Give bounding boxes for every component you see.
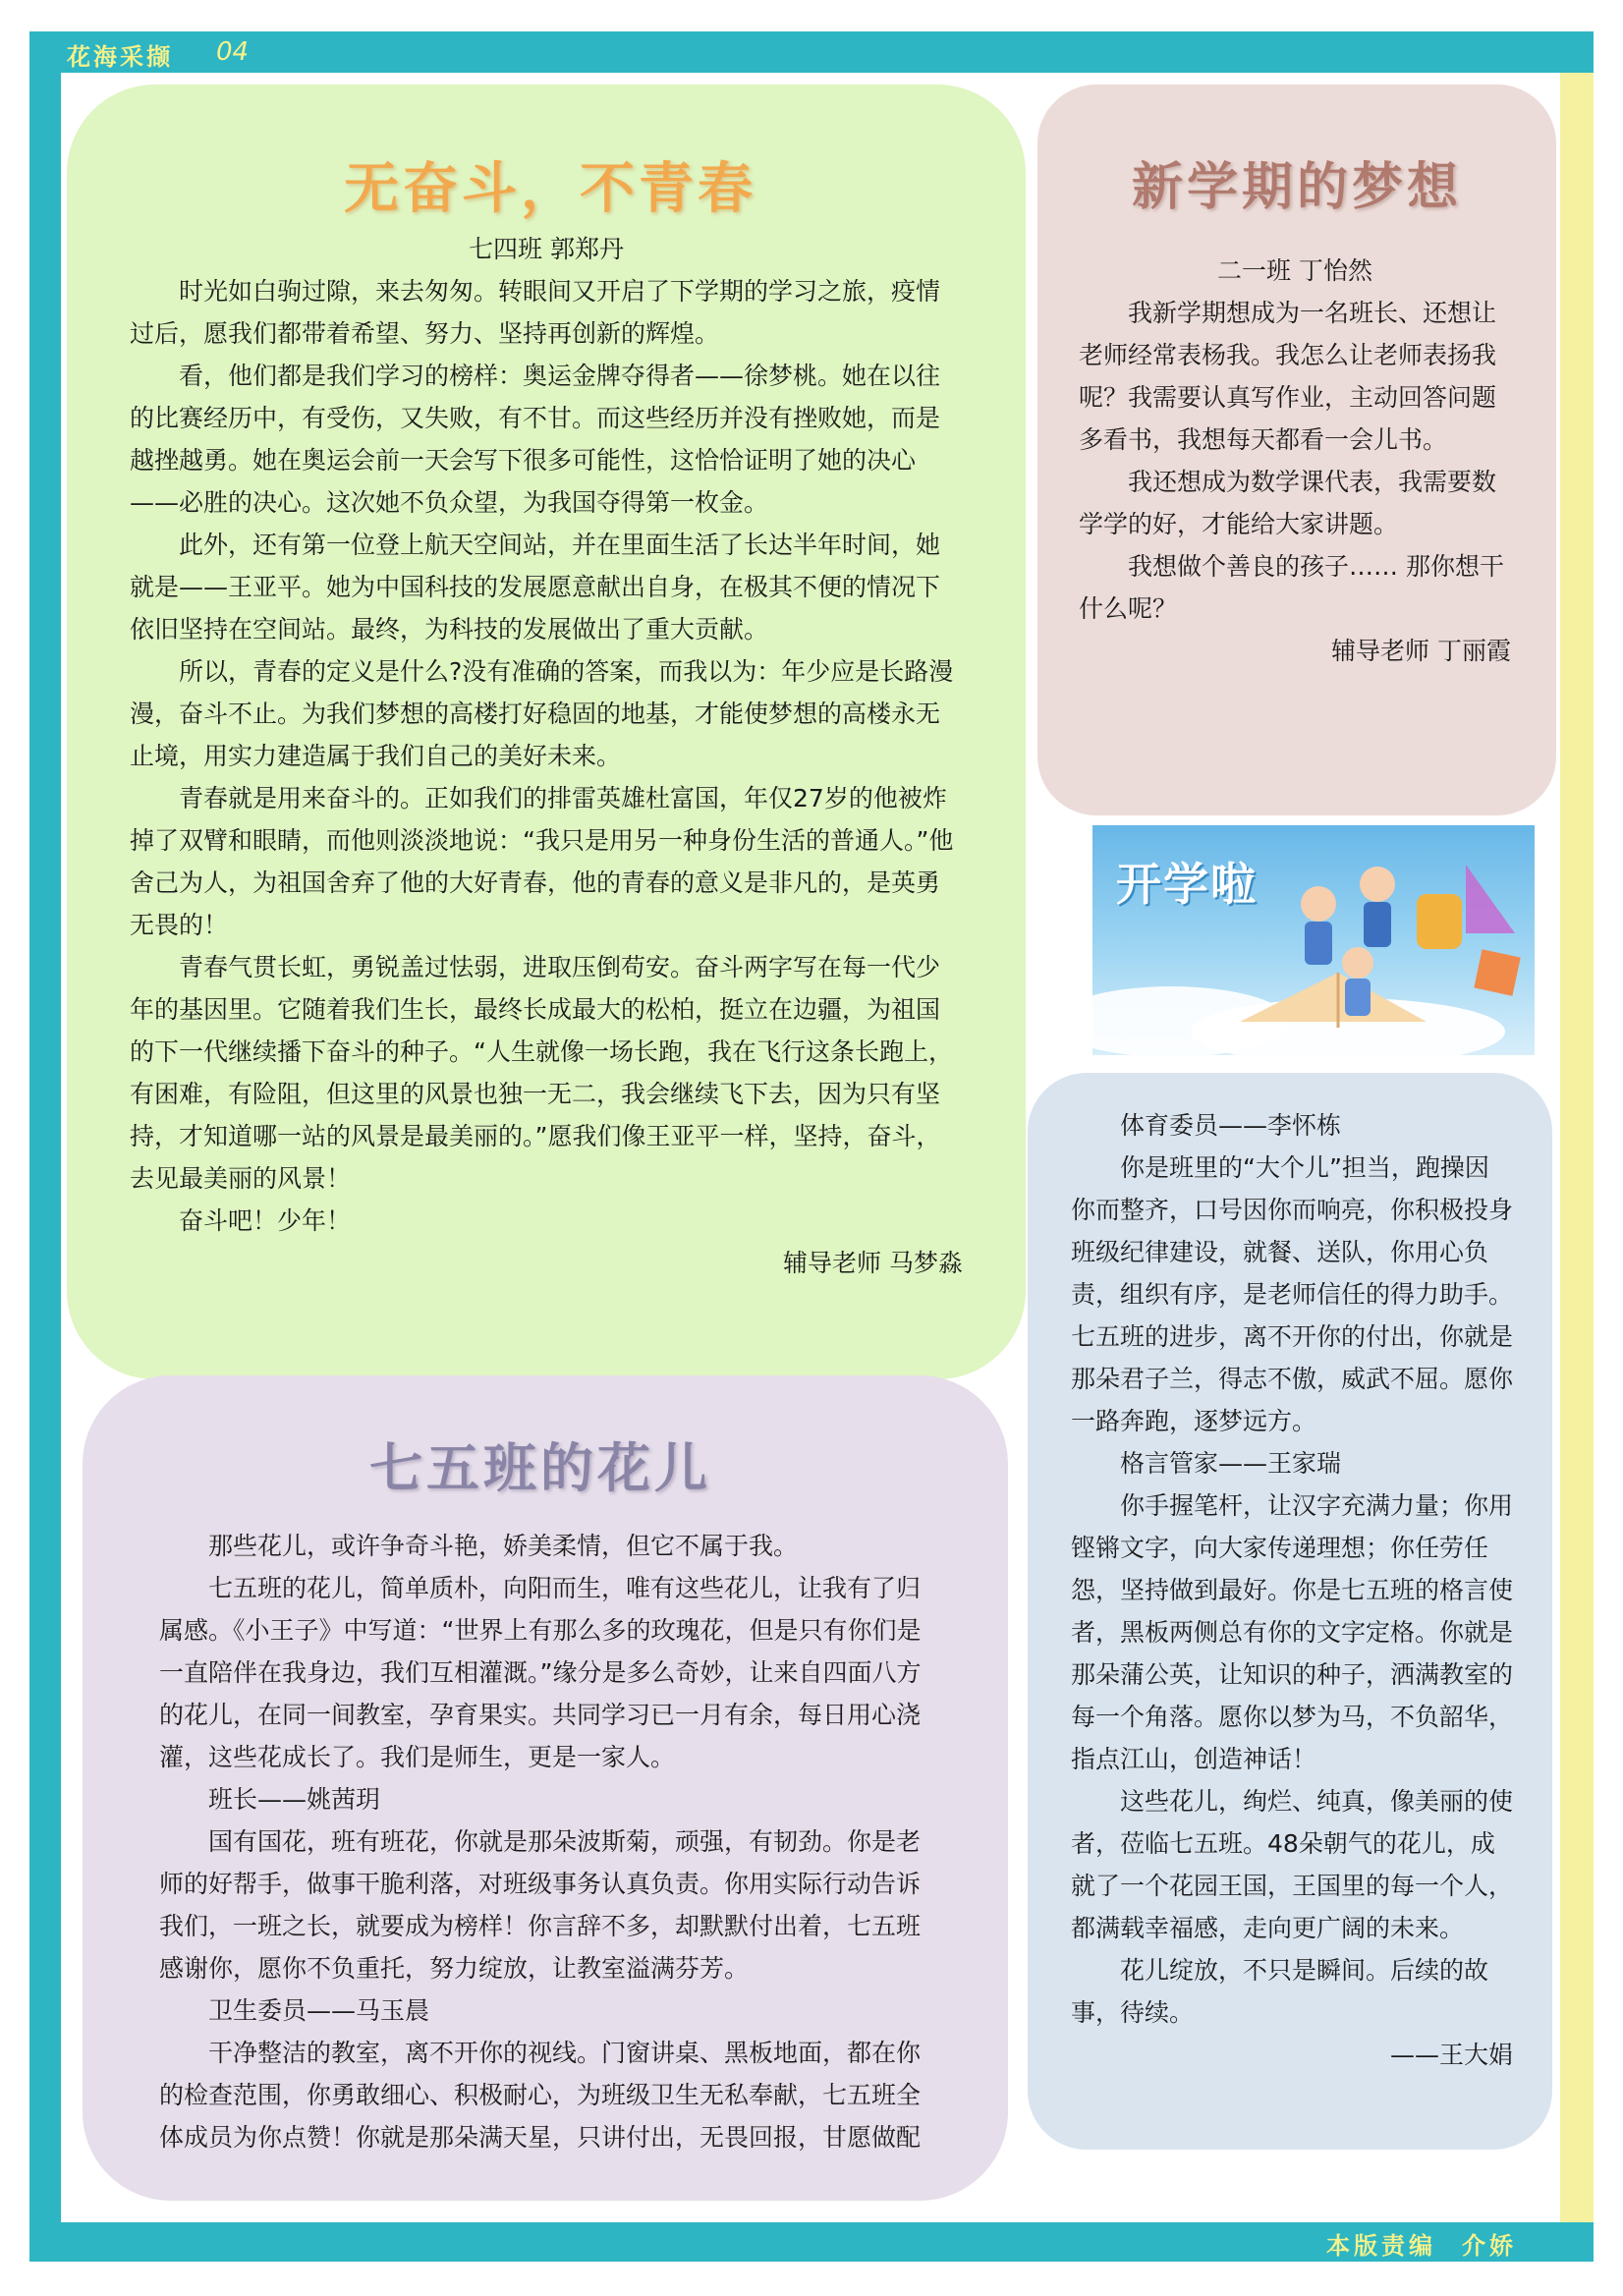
subheading: 体育委员——李怀栋 [1120, 1111, 1342, 1140]
article-title-flowers: 七五班的花儿 [369, 1437, 711, 1499]
article-title-youth: 无奋斗，不青春 [344, 157, 756, 221]
paragraph: 这些花儿，绚烂、纯真，像美丽的使者，莅临七五班。48朵朝气的花儿，成就了一个花园王国，王国里的每一个人，都满载幸福感，走向更广阔的未来。 [1071, 1787, 1514, 1942]
paragraph: 我想做个善良的孩子…… 那你想干什么呢？ [1079, 552, 1504, 623]
paragraph: 青春气贯长虹，勇锐盖过怯弱，进取压倒苟安。奋斗两字写在每一代少年的基因里。它随着我们生长，最终长成最大的松柏，挺立在边疆，为祖国的下一代继续播下奋斗的种子。“人生就像一场长跑，我在飞行这条长跑上，有困难，有险阻，但这里的风景也独一无二，我会继续飞下去，因为只有坚持，才知道哪一站的风景是最美丽的。”愿我们像王亚平一样，坚持，奋斗，去见最美丽的风景！ [130, 953, 953, 1193]
paragraph: 所以，青春的定义是什么?没有准确的答案，而我以为：年少应是长路漫漫，奋斗不止。为我们梦想的高楼打好稳固的地基，才能使梦想的高楼永无止境，用实力建造属于我们自己的美好未来。 [130, 657, 954, 770]
paragraph: 此外，还有第一位登上航天空间站，并在里面生活了长达半年时间，她就是——王亚平。她为中国科技的发展愿意献出自身，在极其不便的情况下依旧坚持在空间站。最终，为科技的发展做出了重大贡献。 [130, 531, 941, 644]
page-number: 04 [216, 37, 250, 67]
article-body-flowers-continued [1071, 1104, 1513, 2076]
editor-label: 本版责编 [1326, 2232, 1436, 2260]
paragraph: 看，他们都是我们学习的榜样：奥运金牌夺得者——徐梦桃。她在以往的比赛经历中，有受伤，又失败，有不甘。而这些经历并没有挫败她，而是越挫越勇。她在奥运会前一天会写下很多可能性，这恰恰证明了她的决心——必胜的决心。这次她不负众望，为我国夺得第一枚金。 [130, 362, 941, 517]
paragraph: 干净整洁的教室，离不开你的视线。门窗讲桌、黑板地面，都在你的检查范围，你勇敢细心、积极耐心，为班级卫生无私奉献，七五班全体成员为你点赞！你就是那朵满天星，只讲付出，无畏回报，甘愿做配 [159, 2039, 922, 2152]
footer-editor [1326, 2226, 1517, 2261]
paragraph: 青春就是用来奋斗的。正如我们的排雷英雄杜富国，年仅27岁的他被炸掉了双臂和眼睛，而他则淡淡地说：“我只是用另一种身份生活的普通人。”他舍己为人，为祖国舍弃了他的大好青春，他的青春的意义是非凡的，是英勇无畏的！ [130, 784, 954, 939]
section-label: 花海采撷 [67, 43, 173, 71]
article-body-flowers [159, 1525, 927, 2158]
illustration-caption: 开学啦 [1116, 858, 1258, 911]
teacher-credit: 辅导老师 马梦淼 [783, 1249, 963, 1277]
back-to-school-illustration [1092, 825, 1535, 1055]
paragraph: 奋斗吧！少年！ [179, 1206, 352, 1235]
author-signature: ——王大娟 [1389, 2041, 1513, 2069]
subheading: 卫生委员——马玉晨 [208, 1996, 430, 2025]
article-byline: 二一班 丁怡然 [1217, 256, 1372, 285]
paragraph: 七五班的花儿，简单质朴，向阳而生，唯有这些花儿，让我有了归属感。《小王子》中写道：“世界上有那么多的玫瑰花，但是只有你们是一直陪伴在我身边，我们互相灌溉。”缘分是多么奇妙，让来自四面八方的花儿，在同一间教室，孕育果实。共同学习已一月有余，每日用心浇灌，这些花成长了。我们是师生，更是一家人。 [159, 1574, 922, 1771]
paragraph: 我新学期想成为一名班长、还想让老师经常表杨我。我怎么让老师表扬我呢？我需要认真写作业，主动回答问题多看书，我想每天都看一会儿书。 [1079, 299, 1497, 454]
article-body-youth [130, 228, 963, 1284]
paragraph: 那些花儿，或许争奇斗艳，娇美柔情，但它不属于我。 [208, 1532, 799, 1560]
paragraph: 国有国花，班有班花，你就是那朵波斯菊，顽强，有韧劲。你是老师的好帮手，做事干脆利落，对班级事务认真负责。你用实际行动告诉我们，一班之长，就要成为榜样！你言辞不多，却默默付出着，七五班感谢你，愿你不负重托，努力绽放，让教室溢满芬芳。 [159, 1827, 922, 1983]
paragraph: 你是班里的“大个儿”担当，跑操因你而整齐，口号因你而响亮，你积极投身班级纪律建设，就餐、送队，你用心负责，组织有序，是老师信任的得力助手。七五班的进步，离不开你的付出，你就是那朵君子兰，得志不傲，威武不屈。愿你一路奔跑，逐梦远方。 [1071, 1153, 1514, 1435]
paragraph: 我还想成为数学课代表，我需要数学学的好，才能给大家讲题。 [1079, 468, 1497, 538]
paragraph: 你手握笔杆，让汉字充满力量；你用铿锵文字，向大家传递理想；你任劳任怨，坚持做到最好。你是七五班的格言使者，黑板两侧总有你的文字定格。你就是那朵蒲公英，让知识的种子，洒满教室的每一个角落。愿你以梦为马，不负韶华，指点江山，创造神话！ [1071, 1491, 1514, 1773]
article-body-dream [1079, 250, 1511, 672]
paragraph: 时光如白驹过隙，来去匆匆。转眼间又开启了下学期的学习之旅，疫情过后，愿我们都带着希望、努力、坚持再创新的辉煌。 [130, 277, 941, 348]
paragraph: 花儿绽放，不只是瞬间。后续的故事，待续。 [1071, 1956, 1489, 2027]
article-title-dream: 新学期的梦想 [1131, 158, 1462, 217]
side-stripe [1560, 73, 1594, 2222]
top-frame-bar [29, 31, 1594, 73]
editor-name: 介娇 [1462, 2232, 1517, 2260]
subheading: 格言管家——王家瑞 [1120, 1449, 1342, 1478]
subheading: 班长——姚茜玥 [208, 1785, 381, 1814]
article-byline: 七四班 郭郑丹 [469, 235, 624, 263]
left-frame-bar [29, 31, 61, 2262]
teacher-credit: 辅导老师 丁丽霞 [1331, 637, 1511, 665]
